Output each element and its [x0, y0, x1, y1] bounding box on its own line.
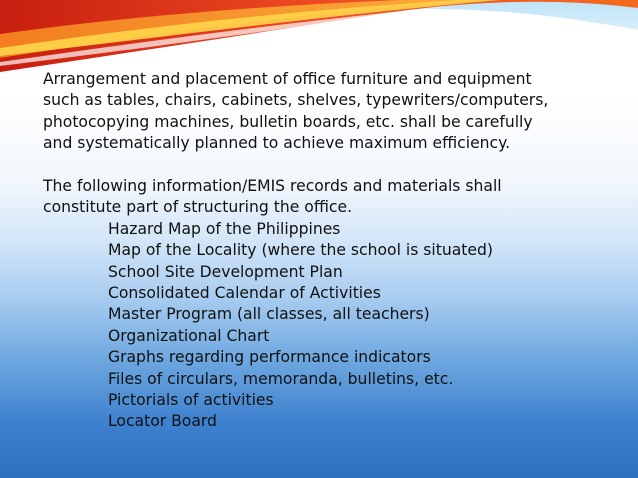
list-item: Master Program (all classes, all teachers)	[108, 305, 430, 324]
list-item: Pictorials of activities	[108, 391, 274, 410]
paragraph-spacer	[43, 155, 603, 176]
list-item: Graphs regarding performance indicators	[108, 348, 431, 367]
list-item: Locator Board	[108, 412, 217, 431]
records-list	[43, 219, 603, 433]
paragraph-intro-line-3: photocopying machines, bulletin boards, etc. shall be carefully	[43, 112, 533, 131]
paragraph-intro-line-1: Arrangement and placement of office furniture and equipment	[43, 70, 532, 88]
list-item: Files of circulars, memoranda, bulletins, etc.	[108, 369, 454, 388]
list-item: Organizational Chart	[108, 326, 270, 345]
paragraph-records-line-1: The following information/EMIS records and materials shall	[43, 177, 502, 196]
list-item: School Site Development Plan	[108, 262, 343, 281]
paragraph-intro-line-4: and systematically planned to achieve maximum efficiency.	[43, 134, 511, 153]
paragraph-intro-line-2: such as tables, chairs, cabinets, shelves, typewriters/computers,	[43, 91, 549, 110]
list-item: Hazard Map of the Philippines	[108, 219, 341, 238]
paragraph-records-line-2: constitute part of structuring the office.	[43, 198, 353, 217]
slide-body	[43, 69, 603, 433]
list-item: Consolidated Calendar of Activities	[108, 284, 381, 303]
list-item: Map of the Locality (where the school is situated)	[108, 241, 493, 260]
